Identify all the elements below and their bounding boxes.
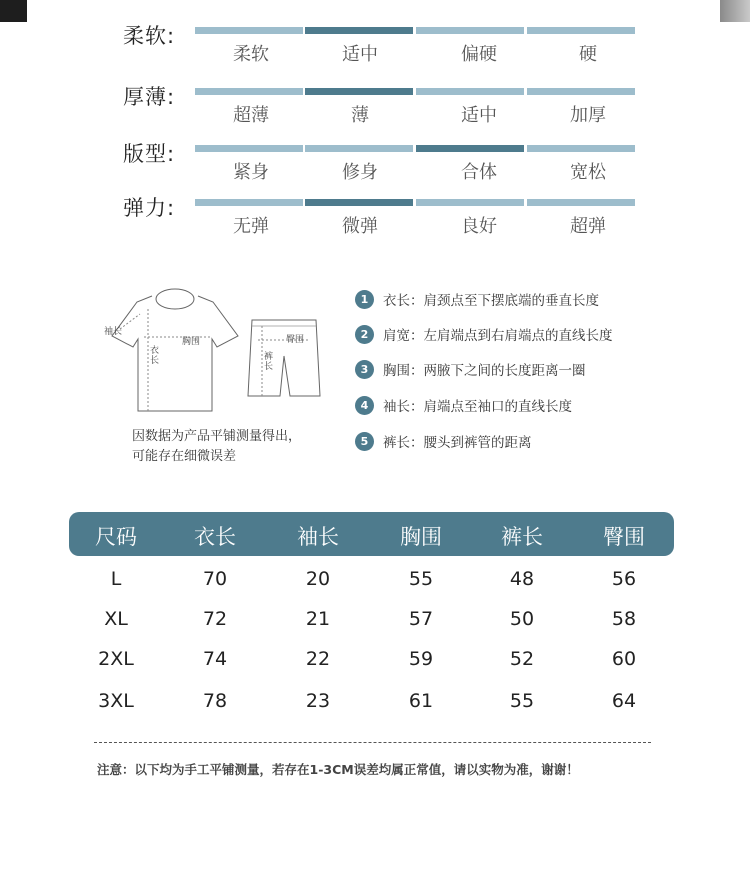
table-cell: XL [104,608,128,630]
attribute-option: 修身 [342,162,378,183]
table-cell: 20 [305,568,331,590]
attribute-bar [305,199,413,206]
legend-item [355,359,586,381]
attribute-bar [416,88,524,95]
table-cell: 21 [305,608,331,630]
attribute-bar [527,88,635,95]
chest-label: 胸围 [182,337,201,347]
attribute-bar [305,27,413,34]
column-header: 尺码 [95,525,137,549]
attribute-option: 硬 [579,44,597,65]
attribute-row-thickness [0,81,750,131]
attribute-option: 微弹 [342,216,378,237]
table-cell: 61 [408,690,434,712]
table-cell: 64 [611,690,637,712]
size-table-header [69,512,674,556]
attribute-bar [527,27,635,34]
attribute-label: 弹力: [123,196,176,220]
table-cell: 56 [611,568,637,590]
corner-photo-left [0,0,27,22]
attribute-bar [195,199,303,206]
attribute-option: 薄 [351,105,369,126]
shorts-diagram [240,316,325,406]
table-cell: 72 [202,608,228,630]
attribute-row-elasticity [0,192,750,242]
column-header: 臀围 [603,525,645,549]
table-row [69,608,674,638]
legend-text: 衣长：肩颈点至下摆底端的垂直长度 [383,293,599,309]
column-header: 袖长 [297,525,339,549]
legend-text: 肩宽：左肩端点到右肩端点的直线长度 [383,328,613,344]
legend-item [355,431,532,453]
attribute-row-fit [0,138,750,188]
attribute-bar [195,27,303,34]
corner-photo-right [720,0,750,22]
attribute-option: 无弹 [233,216,269,237]
attribute-option: 良好 [461,216,497,237]
table-cell: 22 [305,648,331,670]
attribute-option: 超薄 [233,105,269,126]
disclaimer-line: 可能存在细微误差 [132,449,237,464]
table-cell: 48 [509,568,535,590]
table-cell: 59 [408,648,434,670]
table-row [69,648,674,678]
attribute-option: 适中 [461,105,497,126]
disclaimer-line: 因数据为产品平铺测量得出， [132,429,302,444]
legend-number-badge: 2 [355,325,374,344]
column-header: 衣长 [194,525,236,549]
pants-length-label: 裤长 [264,352,274,372]
legend-item [355,324,613,346]
attribute-bar [305,145,413,152]
length-label: 衣长 [150,346,160,366]
table-cell: 55 [509,690,535,712]
attribute-option: 紧身 [233,162,269,183]
shirt-diagram [100,284,250,419]
attribute-option: 超弹 [570,216,606,237]
legend-number-badge: 5 [355,432,374,451]
table-cell: 50 [509,608,535,630]
table-cell: 23 [305,690,331,712]
attribute-row-softness [0,20,750,70]
attribute-bar [195,88,303,95]
attribute-option: 柔软 [233,44,269,65]
legend-number-badge: 3 [355,360,374,379]
sleeve-label: 袖长 [104,327,123,337]
table-cell: 70 [202,568,228,590]
table-row [69,568,674,598]
attribute-bar [195,145,303,152]
attribute-option: 宽松 [570,162,606,183]
shorts-icon [240,316,325,406]
table-cell: 74 [202,648,228,670]
table-row [69,690,674,720]
legend-text: 裤长：腰头到裤管的距离 [383,435,532,451]
tshirt-icon [100,284,250,419]
legend-item [355,395,572,417]
attribute-label: 厚薄: [123,85,176,109]
table-cell: 3XL [98,690,134,712]
attribute-option: 偏硬 [461,44,497,65]
table-cell: 60 [611,648,637,670]
attribute-bar [416,199,524,206]
attribute-bar [527,199,635,206]
attribute-bar [416,27,524,34]
table-cell: L [110,568,122,590]
column-header: 裤长 [501,525,543,549]
attribute-bar [527,145,635,152]
attribute-bar [305,88,413,95]
attribute-label: 柔软: [123,24,176,48]
measurement-disclaimer [132,427,301,467]
dashed-divider [94,742,651,743]
attribute-option: 合体 [461,162,497,183]
attribute-bar [416,145,524,152]
legend-number-badge: 4 [355,396,374,415]
table-cell: 57 [408,608,434,630]
table-cell: 78 [202,690,228,712]
attribute-option: 加厚 [570,105,606,126]
legend-number-badge: 1 [355,290,374,309]
legend-text: 胸围：两腋下之间的长度距离一圈 [383,363,586,379]
table-cell: 55 [408,568,434,590]
legend-text: 袖长：肩端点至袖口的直线长度 [383,399,572,415]
hip-label: 臀围 [286,335,305,345]
table-cell: 58 [611,608,637,630]
table-cell: 2XL [98,648,134,670]
legend-item [355,289,599,311]
column-header: 胸围 [400,525,442,549]
measurement-note: 注意：以下均为手工平铺测量，若存在1-3CM误差均属正常值，请以实物为准，谢谢！ [97,762,579,777]
attribute-option: 适中 [342,44,378,65]
attribute-label: 版型: [123,142,176,166]
table-cell: 52 [509,648,535,670]
